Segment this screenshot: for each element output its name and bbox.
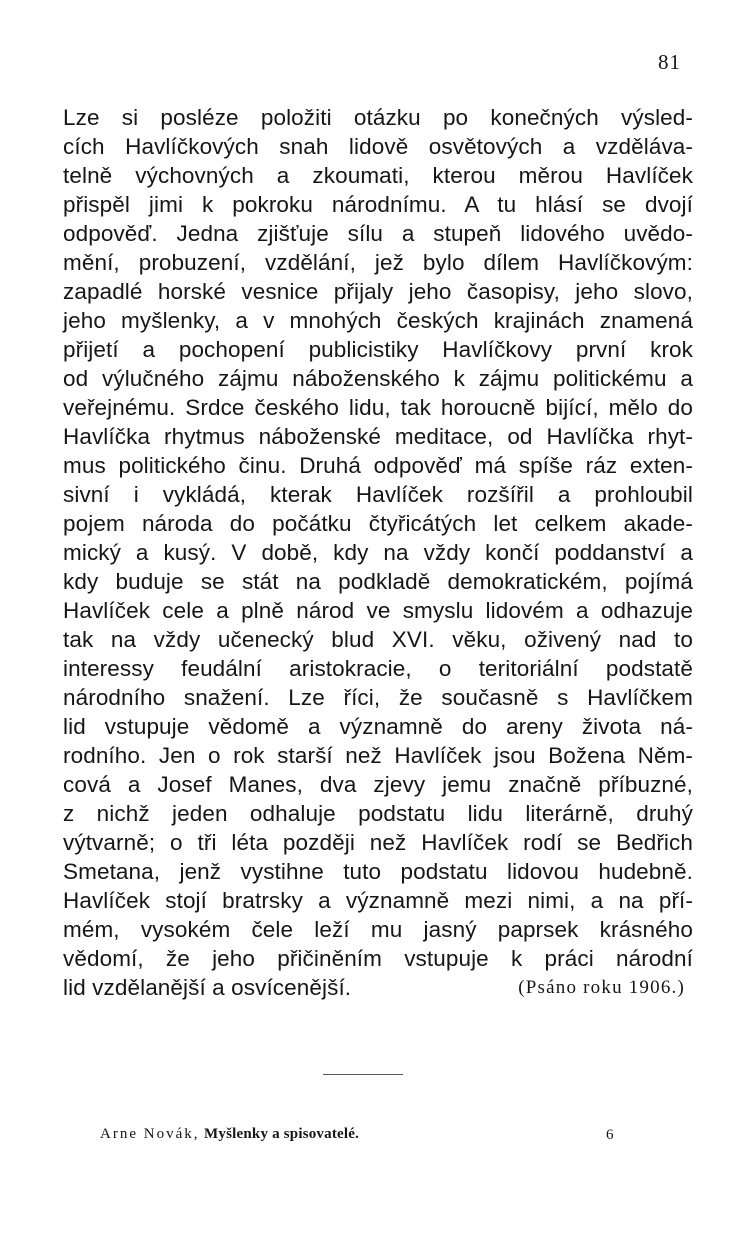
text-line: lid vstupuje vědomě a významně do areny života ná- — [63, 714, 693, 739]
text-line: Havlíčka rhytmus náboženské meditace, od Havlíčka rhyt- — [63, 424, 693, 449]
footer-title: Myšlenky a spisovatelé. — [204, 1126, 360, 1142]
text-line: Havlíček cele a plně národ ve smyslu lidovém a odhazuje — [63, 598, 693, 623]
footer-credit — [100, 1126, 359, 1143]
text-line: přispěl jimi k pokroku národnímu. A tu hlásí se dvojí — [63, 192, 693, 217]
text-line: Lze si posléze položiti otázku po konečných výsled- — [63, 105, 693, 130]
text-line: mický a kusý. V době, kdy na vždy končí poddanství a — [63, 540, 693, 565]
text-line: výtvarně; o tři léta později než Havlíček rodí se Bedřich — [63, 830, 693, 855]
text-line: z nichž jeden odhaluje podstatu lidu literárně, druhý — [63, 801, 693, 826]
footer-author: Arne Novák, — [100, 1126, 200, 1142]
text-line: zapadlé horské vesnice přijaly jeho časopisy, jeho slovo, — [63, 279, 693, 304]
text-line: odpověď. Jedna zjišťuje sílu a stupeň lidového uvědo- — [63, 221, 693, 246]
text-line: přijetí a pochopení publicistiky Havlíčkovy první krok — [63, 337, 693, 362]
body-text — [63, 103, 693, 1002]
printer-signature: 6 — [606, 1127, 614, 1143]
text-line: sivní i vykládá, kterak Havlíček rozšířil a prohloubil — [63, 482, 693, 507]
page-number: 81 — [658, 50, 681, 74]
text-line: jeho myšlenky, a v mnohých českých krajinách znamená — [63, 308, 693, 333]
text-line: tak na vždy učenecký blud XVI. věku, oživený nad to — [63, 627, 693, 652]
text-line: pojem národa do počátku čtyřicátých let celkem akade- — [63, 511, 693, 536]
text-line: rodního. Jen o rok starší než Havlíček jsou Božena Něm- — [63, 743, 693, 768]
text-line: mus politického činu. Druhá odpověď má spíše ráz exten- — [63, 453, 693, 478]
text-line: vědomí, že jeho přičiněním vstupuje k práci národní — [63, 946, 693, 971]
text-line: interessy feudální aristokracie, o teritoriální podstatě — [63, 656, 693, 681]
date-note: (Psáno roku 1906.) — [518, 977, 685, 998]
text-line: kdy buduje se stát na podkladě demokratickém, pojímá — [63, 569, 693, 594]
text-line: mění, probuzení, vzdělání, jež bylo dílem Havlíčkovým: — [63, 250, 693, 275]
text-line: veřejnému. Srdce českého lidu, tak horoucně bijící, mělo do — [63, 395, 693, 420]
text-line: Havlíček stojí bratrsky a významně mezi nimi, a na pří- — [63, 888, 693, 913]
text-line: od výlučného zájmu náboženského k zájmu politickému a — [63, 366, 693, 391]
text-line: mém, vysokém čele leží mu jasný paprsek krásného — [63, 917, 693, 942]
final-line — [63, 973, 693, 1002]
section-divider — [323, 1074, 403, 1075]
text-line: telně výchovných a zkoumati, kterou měrou Havlíček — [63, 163, 693, 188]
final-line-text: lid vzdělanější a osvícenější. — [63, 975, 352, 1000]
text-line: národního snažení. Lze říci, že současně s Havlíčkem — [63, 685, 693, 710]
text-line: cová a Josef Manes, dva zjevy jemu značně příbuzné, — [63, 772, 693, 797]
text-line: Smetana, jenž vystihne tuto podstatu lidovou hudebně. — [63, 859, 693, 884]
text-line: cích Havlíčkových snah lidově osvětových a vzděláva- — [63, 134, 693, 159]
